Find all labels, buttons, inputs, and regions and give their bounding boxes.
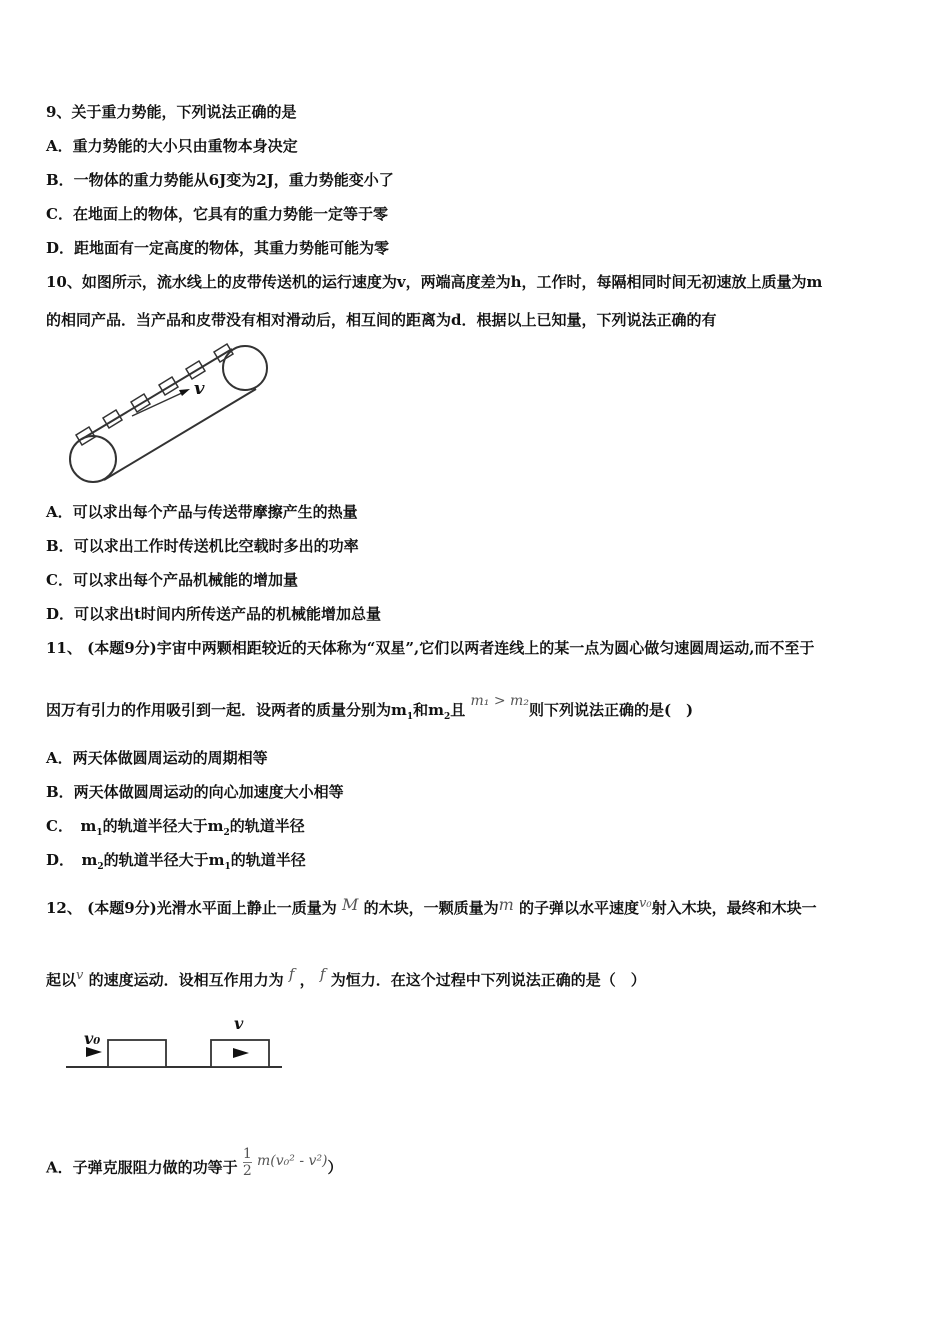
q12-stem-line2: 起以v 的速度运动．设相互作用力为 f ， f 为恒力．在这个过程中下列说法正确的是（ ） xyxy=(46,965,646,989)
q12-option-a: A．子弹克服阻力做的功等于 $\frac{1}{2}$ m(v₀² - v²)） xyxy=(46,1146,343,1179)
force-f: f xyxy=(319,965,326,983)
q10-stem-line2: 的相同产品．当产品和皮带没有相对滑动后，相互间的距离为d．根据以上已知量，下列说法正确的有 xyxy=(46,311,717,329)
q11-option-c: C． $m_1$的轨道半径大于$m_2$的轨道半径 xyxy=(46,817,305,838)
force-f: f xyxy=(288,965,295,983)
v-label: v xyxy=(234,1014,244,1033)
q10-option-a: A．可以求出每个产品与传送带摩擦产生的热量 xyxy=(46,503,358,521)
q9-stem: 9、关于重力势能，下列说法正确的是 xyxy=(46,103,297,121)
conveyor-belt-figure xyxy=(62,338,277,488)
q9-option-d: D．距地面有一定高度的物体，其重力势能可能为零 xyxy=(46,239,390,257)
q9-option-c: C．在地面上的物体，它具有的重力势能一定等于零 xyxy=(46,205,388,223)
q9-option-a: A．重力势能的大小只由重物本身决定 xyxy=(46,137,298,155)
q11-option-a: A．两天体做圆周运动的周期相等 xyxy=(46,749,268,767)
mass-inequality: m₁ > m₂ xyxy=(470,693,529,709)
one-half-fraction: $\frac{1}{2}$ xyxy=(242,1146,252,1179)
q9-option-b: B．一物体的重力势能从6J变为2J，重力势能变小了 xyxy=(46,171,394,189)
bullet-block-figure xyxy=(62,1012,287,1074)
velocity-label: v xyxy=(194,378,205,399)
q12-stem-line1: 12、 (本题9分)光滑水平面上静止一质量为 M 的木块，一颗质量为m 的子弹以水平速度v₀射入木块，最终和木块一 xyxy=(46,895,817,917)
final-velocity: v xyxy=(76,968,84,983)
q10-option-d: D．可以求出t时间内所传送产品的机械能增加总量 xyxy=(46,605,381,623)
q11-stem-line2: 因万有引力的作用吸引到一起．设两者的质量分别为$m_1$和$m_2$且 m₁ > m₂则下列说法正确的是( ) xyxy=(46,693,694,722)
q11-option-b: B．两天体做圆周运动的向心加速度大小相等 xyxy=(46,783,344,801)
q10-stem-line1: 10、如图所示，流水线上的皮带传送机的运行速度为v，两端高度差为h，工作时，每隔相同时间无初速放上质量为m xyxy=(46,273,823,291)
work-expression: m(v₀² - v²) xyxy=(257,1152,328,1169)
q10-option-b: B．可以求出工作时传送机比空载时多出的功率 xyxy=(46,537,359,555)
v0-label: v₀ xyxy=(84,1029,101,1048)
q11-stem-line1: 11、 (本题9分)宇宙中两颗相距较近的天体称为“双星”,它们以两者连线上的某一点为圆心做匀速圆周运动,而不至于 xyxy=(46,639,815,657)
q10-option-c: C．可以求出每个产品机械能的增加量 xyxy=(46,571,298,589)
initial-velocity: v₀ xyxy=(639,896,652,911)
q11-option-d: D． $m_2$的轨道半径大于$m_1$的轨道半径 xyxy=(46,851,306,872)
mass-M: M xyxy=(341,895,359,914)
mass-m: m xyxy=(498,895,514,914)
